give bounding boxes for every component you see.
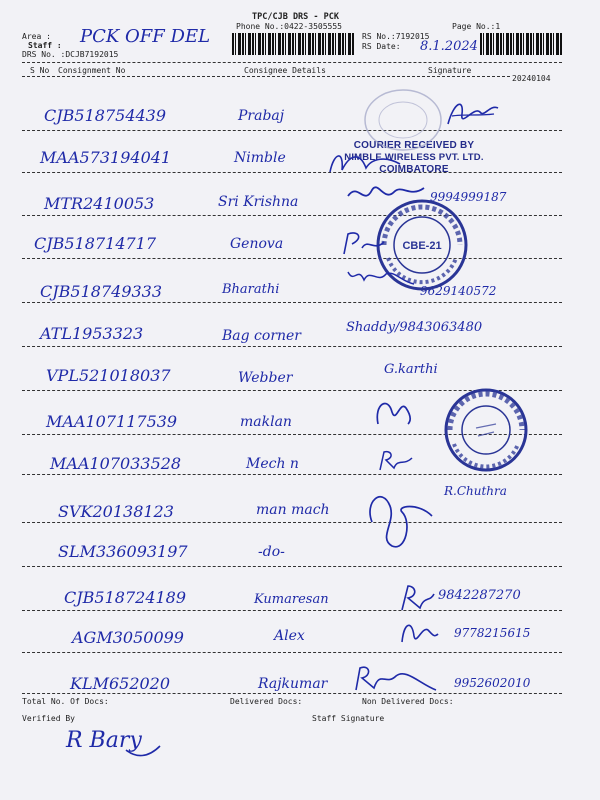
header-title: TPC/CJB DRS - PCK [252,12,339,22]
consignment-number: MAA573194041 [40,148,172,167]
consignment-number: CJB518749333 [40,282,163,301]
header-phone: Phone No.:0422-3505555 [236,22,342,31]
stamp-line: COURIER RECEIVED BY [353,140,475,151]
staff-label: Staff : [28,41,62,50]
staff-value: PCK OFF DEL [80,26,211,47]
signature-scribble [56,724,166,764]
staff-signature-label: Staff Signature [312,714,385,723]
delivered-docs-label: Delivered Docs: [230,697,303,706]
signature-phone: Shaddy/9843063480 [346,320,483,335]
drs-number: DRS No. :DCJB7192015 [22,50,119,59]
consignee-name: Alex [274,628,305,644]
consignment-number: CJB518754439 [44,106,167,125]
consignment-number: ATL1953323 [40,324,144,343]
non-delivered-docs-label: Non Delivered Docs: [362,697,454,706]
signature-phone: 9842287270 [438,588,521,603]
consignee-name: Prabaj [238,108,285,124]
consignee-name: Mech n [246,456,299,472]
column-consignee: Consignee Details [244,66,326,75]
consignment-number: CJB518714717 [34,234,157,253]
consignment-number: MAA107117539 [46,412,178,431]
rs-date-value: 8.1.2024 [420,39,478,54]
signature-scribble [326,146,406,180]
stamp-line: COIMBATORE [379,164,449,175]
verified-by-label: Verified By [22,714,75,723]
signature-scribble [370,394,416,430]
signature-scribble [444,94,504,132]
row-divider [22,302,562,303]
consignment-number: VPL521018037 [46,366,171,385]
signature-scribble [362,482,442,554]
consignee-name: Nimble [234,150,286,166]
date-code: 20240104 [512,74,551,83]
consignment-number: SVK20138123 [58,502,174,521]
signature-scribble [344,262,418,290]
signature-scribble [350,662,440,696]
header-divider [22,62,562,63]
row-divider [22,346,562,347]
consignee-name: -do- [258,544,285,560]
row-divider [22,566,562,567]
total-docs-label: Total No. Of Docs: [22,697,109,706]
column-signature: Signature [428,66,472,75]
consignee-name: Kumaresan [254,592,329,607]
signature-scribble [396,582,436,614]
signature-scribble [376,448,416,474]
signature-phone: 9952602010 [454,676,531,690]
seal-code: CBE-21 [402,240,442,252]
signature-scribble [338,228,388,258]
signature-phone: 9994999187 [430,190,507,204]
signature-name: G.karthi [384,362,438,377]
consignment-number: SLM336093197 [58,542,188,561]
row-divider [22,610,562,611]
column-sno: S No [30,66,50,75]
consignee-name: Genova [230,236,284,252]
consignment-number: KLM652020 [70,674,171,693]
header-page-number: Page No.:1 [452,22,501,31]
consignment-number: MTR2410053 [44,194,155,213]
faint-round-seal [360,86,446,154]
area-label: Area : [22,32,51,41]
column-consignment: Consignment No [58,66,126,75]
signature-phone: 9778215615 [454,626,531,640]
row-divider [22,652,562,653]
consignee-name: Rajkumar [258,676,328,692]
rs-date-label: RS Date: [362,42,401,51]
consignee-name: Sri Krishna [218,194,299,210]
signature-phone: 9629140572 [420,284,497,298]
signature-scribble [396,616,440,648]
stamp-line: NIMBLE WIRELESS PVT. LTD. [344,152,484,163]
signature-name: R.Chuthra [444,484,507,498]
consignee-name: man mach [256,502,330,518]
barcode-left [232,33,354,55]
consignee-name: Bharathi [222,282,280,297]
row-divider [22,693,562,694]
row-divider [22,522,562,523]
row-divider [22,258,562,259]
engineering-works-seal [440,384,532,476]
consignment-number: AGM3050099 [72,628,184,647]
consignee-name: maklan [240,414,292,430]
row-divider [22,215,562,216]
barcode-right [480,33,562,55]
consignment-number: CJB518724189 [64,588,187,607]
consignee-name: Webber [238,370,293,386]
signature-scribble [344,176,428,212]
rs-number: RS No.:7192015 [362,32,430,41]
column-divider [22,76,510,77]
verifier-signature: R Bary [66,728,142,753]
consignee-name: Bag corner [222,328,302,344]
consignment-number: MAA107033528 [50,454,182,473]
